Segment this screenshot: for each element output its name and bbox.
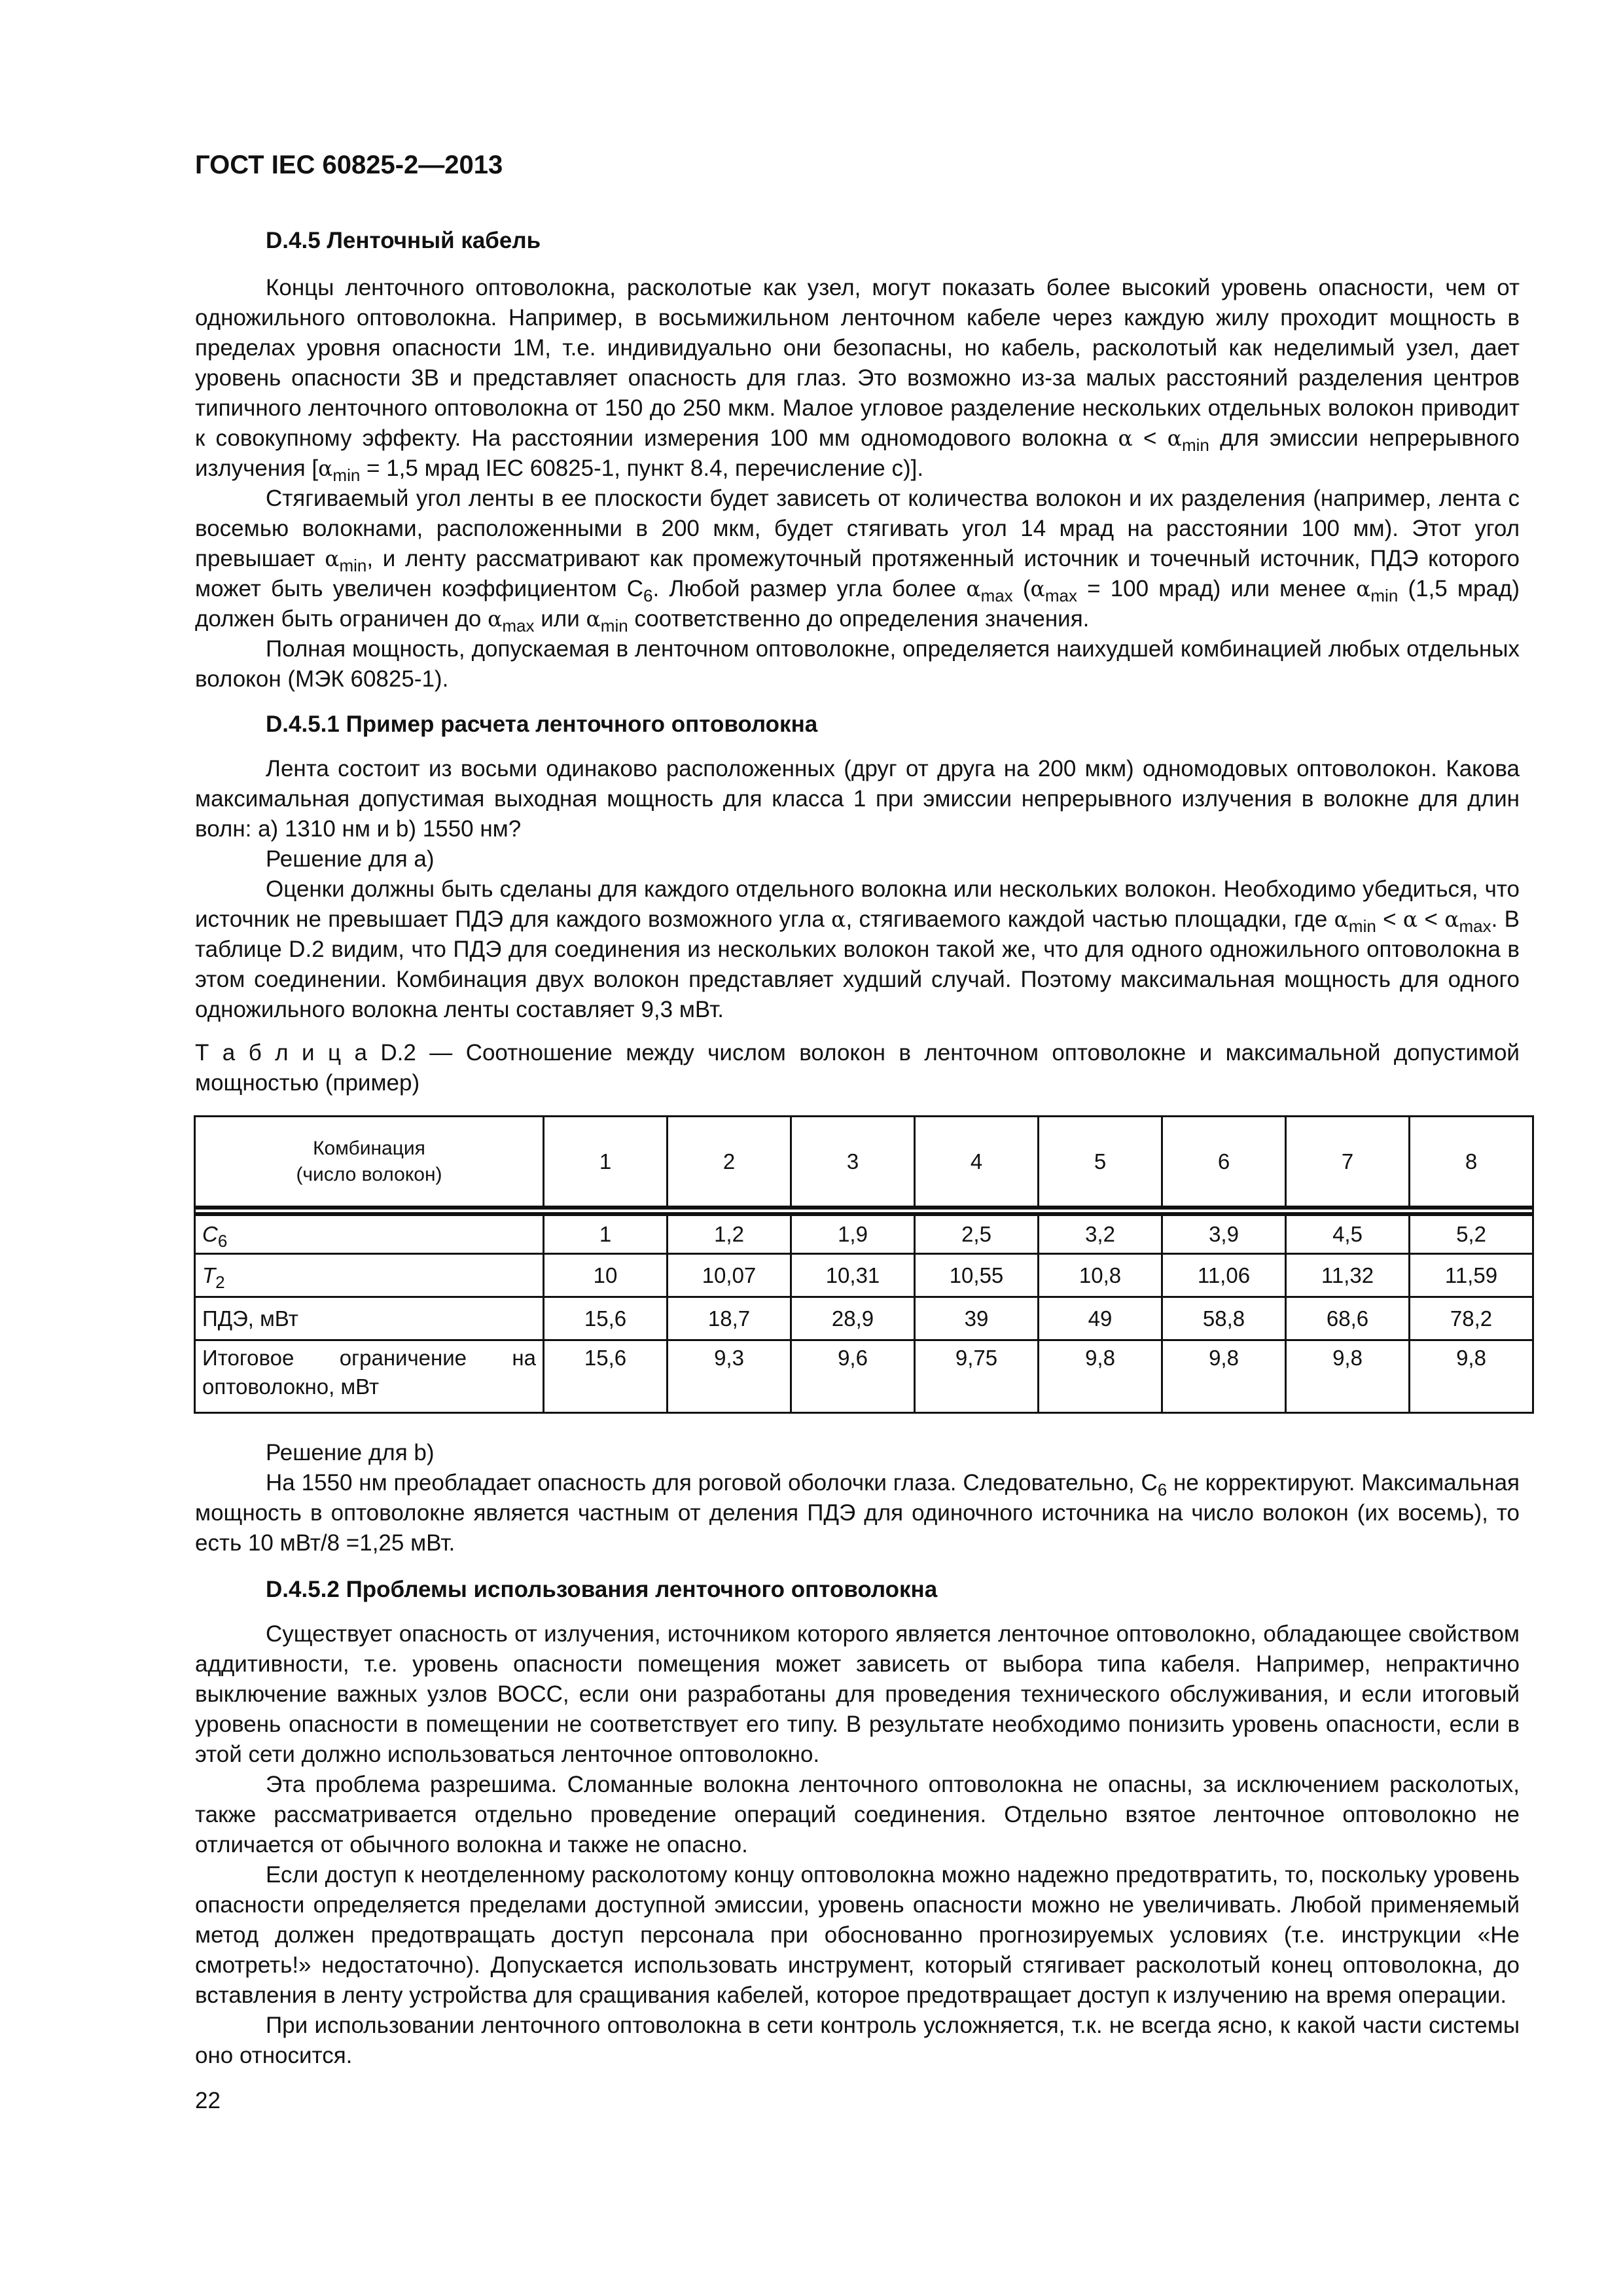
subscript: max bbox=[1459, 916, 1491, 936]
table-header-row bbox=[195, 1117, 1533, 1208]
header-label: (число волокон) bbox=[296, 1163, 442, 1185]
text-run: ( bbox=[1012, 576, 1031, 601]
table-row bbox=[195, 1254, 1533, 1297]
row-label bbox=[195, 1254, 544, 1297]
text-run: Если доступ к неотделенному расколотому концу оптоволокна можно надежно предотвратить, то, поскольку уровень опасности определяется пределами доступной эмиссии, уровень опасности можно не увеличивать. Любой применяемый метод должен предотвращать доступ персонала при обоснованно прогнозируемых условиях (т.е. инструкции «Не смотреть!» недостаточно). Допускается использовать инструмент, который стягивает расколотый конец оптоволокна, до вставления в ленту устройства для сращивания кабелей, которое предотвращает доступ к излучению на время операции. bbox=[195, 1862, 1520, 2008]
table-cell: 28,9 bbox=[791, 1297, 915, 1340]
table-cell: 9,75 bbox=[915, 1340, 1039, 1413]
text-run: Решение для а) bbox=[266, 846, 435, 872]
header-cell: 5 bbox=[1039, 1117, 1162, 1208]
row-label-subscript: 2 bbox=[215, 1272, 225, 1292]
text-run: . В таблице D.2 видим, что ПДЭ для соединения из нескольких волокон такой же, что для одного одножильного оптоволокна в этом соединении. Комбинация двух волокон представляет худший случай. Поэтому максимальная мощность для одного одножильного волокна ленты составляет 9,3 мВт. bbox=[195, 906, 1520, 1022]
table-cell: 3,9 bbox=[1162, 1214, 1286, 1254]
separator-cell bbox=[195, 1208, 1533, 1214]
row-label-text: C bbox=[202, 1222, 218, 1246]
table-cell: 18,7 bbox=[668, 1297, 791, 1340]
text-run: Концы ленточного оптоволокна, расколотые как узел, могут показать более высокий уровень опасности, чем от одножильного оптоволокна. Например, в восьмижильном ленточном кабеле через каждую жилу проходит мощность в пределах уровня опасности 1М, т.е. индивидуально они безопасны, но кабель, расколотый как неделимый узел, дает уровень опасности 3В и представляет опасность для глаз. Это возможно из-за малых расстояний разделения центров типичного ленточного оптоволокна от 150 до 250 мкм. Малое угловое разделение нескольких отдельных волокон приводит к совокупному эффекту. На расстоянии измерения 100 мм одномодового волокна bbox=[195, 275, 1520, 451]
paragraph bbox=[195, 1770, 1520, 1860]
paragraph bbox=[195, 1860, 1520, 2011]
paragraph bbox=[195, 2011, 1520, 2071]
alpha-symbol: α bbox=[1030, 576, 1045, 601]
subscript: max bbox=[980, 586, 1013, 605]
alpha-symbol: α bbox=[831, 906, 846, 932]
paragraph bbox=[195, 1619, 1520, 1770]
header-label: Комбинация bbox=[313, 1137, 425, 1159]
section-d45 bbox=[195, 226, 1520, 694]
table-caption bbox=[195, 1038, 1520, 1098]
subscript: min bbox=[332, 465, 361, 485]
text-run: . Любой размер угла более bbox=[652, 576, 967, 601]
text-run: соответственно до определения значения. bbox=[628, 606, 1090, 632]
document-header: ГОСТ IEC 60825-2—2013 bbox=[195, 151, 503, 179]
text-run: , стягиваемого каждой частью площадки, где bbox=[846, 906, 1334, 932]
text-run: = 1,5 мрад IEC 60825-1, пункт 8.4, перечисление c)]. bbox=[360, 456, 924, 481]
table-row bbox=[195, 1214, 1533, 1254]
row-label-text: Итоговое ограничение на оптоволокно, мВт bbox=[202, 1346, 536, 1399]
row-label bbox=[195, 1214, 544, 1254]
table-cell: 15,6 bbox=[544, 1340, 668, 1413]
subscript: min bbox=[1370, 586, 1399, 605]
alpha-symbol: α bbox=[1334, 906, 1349, 932]
header-cell: 8 bbox=[1410, 1117, 1533, 1208]
alpha-symbol: α bbox=[1167, 425, 1182, 451]
text-run: Полная мощность, допускаемая в ленточном оптоволокне, определяется наихудшей комбинацией любых отдельных волокон (МЭК 60825-1). bbox=[195, 636, 1520, 692]
subscript: min bbox=[1181, 435, 1209, 455]
text-run: На 1550 нм преобладает опасность для роговой оболочки глаза. Следовательно, C bbox=[266, 1470, 1158, 1496]
text-run: или bbox=[534, 606, 586, 632]
subscript: max bbox=[1044, 586, 1077, 605]
alpha-symbol: α bbox=[966, 576, 981, 601]
table-cell: 1 bbox=[544, 1214, 668, 1254]
data-table bbox=[194, 1115, 1534, 1414]
text-run: (1,5 мрад) должен быть ограничен до bbox=[195, 576, 1520, 632]
alpha-symbol: α bbox=[586, 606, 601, 632]
table-cell: 39 bbox=[915, 1297, 1039, 1340]
table-cell: 49 bbox=[1039, 1297, 1162, 1340]
section-d452 bbox=[195, 1575, 1520, 2071]
text-run: = 100 мрад) или менее bbox=[1077, 576, 1357, 601]
alpha-symbol: α bbox=[488, 606, 503, 632]
paragraph bbox=[195, 484, 1520, 634]
table-row bbox=[195, 1340, 1533, 1413]
paragraph bbox=[195, 634, 1520, 694]
row-label-text: ПДЭ, мВт bbox=[202, 1306, 298, 1331]
table-cell: 1,9 bbox=[791, 1214, 915, 1254]
header-cell: 1 bbox=[544, 1117, 668, 1208]
table-cell: 58,8 bbox=[1162, 1297, 1286, 1340]
row-label bbox=[195, 1297, 544, 1340]
table-cell: 11,32 bbox=[1286, 1254, 1410, 1297]
table-cell: 11,59 bbox=[1410, 1254, 1533, 1297]
table-cell: 9,8 bbox=[1410, 1340, 1533, 1413]
text-run: Лента состоит из восьми одинаково расположенных (друг от друга на 200 мкм) одномодовых оптоволокон. Какова максимальная допустимая выходная мощность для класса 1 при эмиссии непрерывного излучения в волокне для длин волн: a) 1310 нм и b) 1550 нм? bbox=[195, 756, 1520, 842]
text-run: Оценки должны быть сделаны для каждого отдельного волокна или нескольких волокон. Необходимо убедиться, что источник не превышает ПДЭ для каждого возможного угла bbox=[195, 876, 1520, 932]
section-heading: D.4.5.1 Пример расчета ленточного оптоволокна bbox=[266, 711, 818, 737]
section-solution-b bbox=[195, 1438, 1520, 1558]
header-cell: 4 bbox=[915, 1117, 1039, 1208]
text-run: Эта проблема разрешима. Сломанные волокна ленточного оптоволокна не опасны, за исключением расколотых, также рассматривается отдельно проведение операций соединения. Отдельно взятое ленточное оптоволокно не отличается от обычного волокна и также не опасно. bbox=[195, 1772, 1520, 1857]
table-cell: 10,8 bbox=[1039, 1254, 1162, 1297]
text-run: < bbox=[1376, 906, 1403, 932]
alpha-symbol: α bbox=[1118, 425, 1133, 451]
subscript: max bbox=[502, 616, 535, 636]
header-cell bbox=[195, 1117, 544, 1208]
table-cell: 10,07 bbox=[668, 1254, 791, 1297]
alpha-symbol: α bbox=[325, 546, 340, 571]
table-cell: 10 bbox=[544, 1254, 668, 1297]
section-heading: D.4.5 Ленточный кабель bbox=[266, 228, 541, 253]
page-number: 22 bbox=[195, 2088, 221, 2113]
table-cell: 5,2 bbox=[1410, 1214, 1533, 1254]
table-cell: 10,31 bbox=[791, 1254, 915, 1297]
text-run: Существует опасность от излучения, источником которого является ленточное оптоволокно, обладающее свойством аддитивности, т.е. уровень опасности помещения может зависеть от выбора типа кабеля. Например, непрактично выключение важных узлов ВОСС, если они разработаны для проведения технического обслуживания, и если итоговый уровень опасности в помещении не соответствует его типу. В результате необходимо понизить уровень опасности, если в этой сети должно использоваться ленточное оптоволокно. bbox=[195, 1621, 1520, 1767]
paragraph bbox=[195, 1468, 1520, 1558]
table-cell: 4,5 bbox=[1286, 1214, 1410, 1254]
text-run: не корректируют. Максимальная мощность в оптоволокне является частным от деления ПДЭ для одиночного источника на число волокон (их восемь), то есть 10 мВт/8 =1,25 мВт. bbox=[195, 1470, 1520, 1556]
paragraph bbox=[195, 754, 1520, 844]
alpha-symbol: α bbox=[318, 456, 333, 481]
table-cell: 1,2 bbox=[668, 1214, 791, 1254]
table-cell: 2,5 bbox=[915, 1214, 1039, 1254]
paragraph bbox=[195, 1438, 1520, 1468]
alpha-symbol: α bbox=[1356, 576, 1371, 601]
table-cell: 3,2 bbox=[1039, 1214, 1162, 1254]
row-label-subscript: 6 bbox=[217, 1231, 228, 1251]
header-cell: 3 bbox=[791, 1117, 915, 1208]
subscript: 6 bbox=[1157, 1480, 1168, 1499]
alpha-symbol: α bbox=[1444, 906, 1459, 932]
subscript: min bbox=[339, 556, 367, 575]
header-cell: 7 bbox=[1286, 1117, 1410, 1208]
header-cell: 2 bbox=[668, 1117, 791, 1208]
table-row bbox=[195, 1297, 1533, 1340]
paragraph bbox=[195, 844, 1520, 874]
text-run: , и ленту рассматривают как промежуточный протяженный источник и точечный источник, ПДЭ которого может быть увеличен коэффициентом C bbox=[195, 546, 1520, 601]
alpha-symbol: α bbox=[1402, 906, 1418, 932]
text-run: < bbox=[1418, 906, 1445, 932]
table-cell: 9,3 bbox=[668, 1340, 791, 1413]
table-separator bbox=[195, 1208, 1533, 1214]
subscript: min bbox=[1348, 916, 1376, 936]
table-cell: 10,55 bbox=[915, 1254, 1039, 1297]
table-cell: 78,2 bbox=[1410, 1297, 1533, 1340]
subscript: 6 bbox=[643, 586, 653, 605]
table-cell: 9,8 bbox=[1162, 1340, 1286, 1413]
paragraph bbox=[195, 874, 1520, 1025]
section-d451 bbox=[195, 709, 1520, 1025]
text-run: Стягиваемый угол ленты в ее плоскости будет зависеть от количества волокон и их разделения (например, лента с восемью волокнами, расположенными в 200 мкм, будет стягивать угол 14 мрад на расстоянии 100 мм). Этот угол превышает bbox=[195, 486, 1520, 571]
table-cell: 11,06 bbox=[1162, 1254, 1286, 1297]
text-run: < bbox=[1132, 425, 1168, 451]
paragraph bbox=[195, 273, 1520, 484]
header-cell: 6 bbox=[1162, 1117, 1286, 1208]
text-run: Решение для b) bbox=[266, 1440, 435, 1465]
text-run: для эмиссии непрерывного излучения [ bbox=[195, 425, 1520, 481]
subscript: min bbox=[600, 616, 628, 636]
table-cell: 68,6 bbox=[1286, 1297, 1410, 1340]
table-cell: 9,8 bbox=[1039, 1340, 1162, 1413]
table-cell: 15,6 bbox=[544, 1297, 668, 1340]
section-heading: D.4.5.2 Проблемы использования ленточного оптоволокна bbox=[266, 1577, 938, 1602]
row-label-text: T bbox=[202, 1263, 216, 1287]
table-caption-text: Т а б л и ц а D.2 — Соотношение между числом волокон в ленточном оптоволокне и максимальной допустимой мощностью (пример) bbox=[195, 1040, 1520, 1096]
row-label bbox=[195, 1340, 544, 1413]
table-cell: 9,8 bbox=[1286, 1340, 1410, 1413]
text-run: При использовании ленточного оптоволокна в сети контроль усложняется, т.к. не всегда ясно, к какой части системы оно относится. bbox=[195, 2013, 1520, 2068]
table-cell: 9,6 bbox=[791, 1340, 915, 1413]
